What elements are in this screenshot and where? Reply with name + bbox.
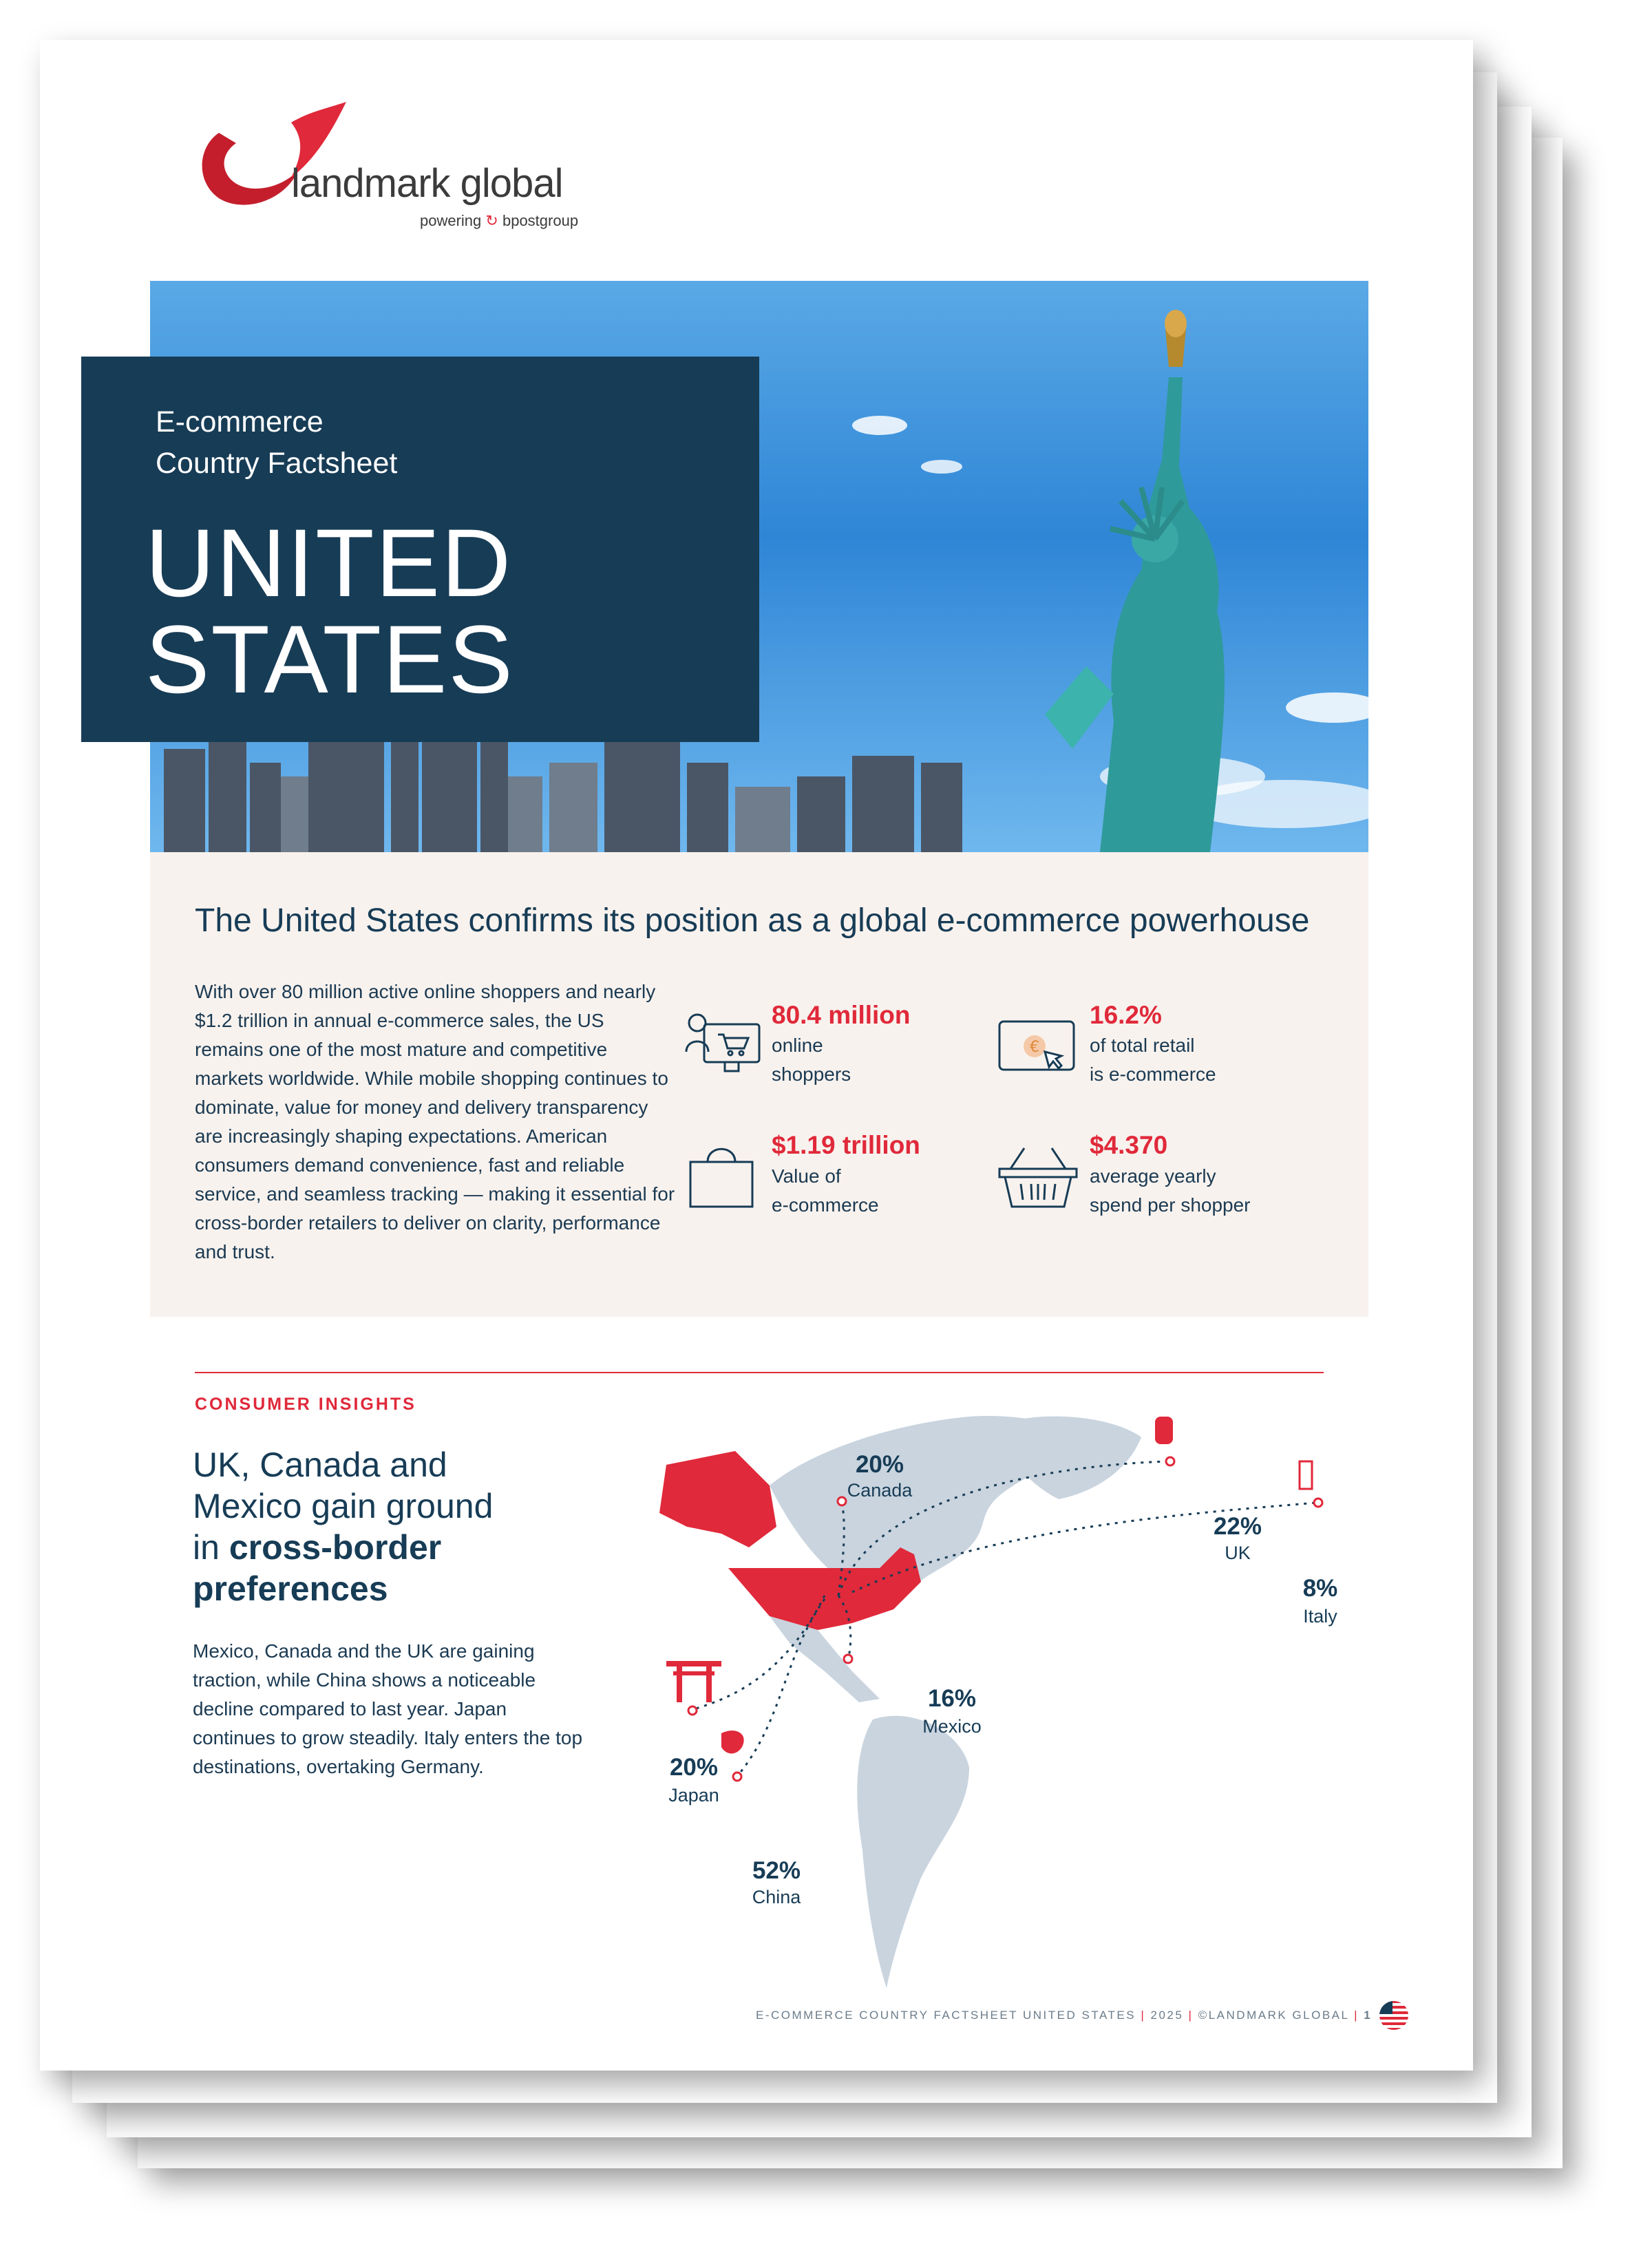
country-title: UNITED STATES: [145, 509, 514, 713]
euro-click-icon: [997, 1017, 1079, 1079]
svg-text:€: €: [1030, 1039, 1039, 1056]
stat-value-avg-spend: $4.370: [1090, 1131, 1168, 1159]
section-label: CONSUMER INSIGHTS: [195, 1395, 416, 1414]
chinese-dragon-icon: [721, 1730, 744, 1753]
stat-label-retail-share: of total retail is e-commerce: [1090, 1035, 1216, 1085]
stat-value-retail-share: 16.2%: [1090, 1001, 1162, 1029]
insights-heading: UK, Canada and Mexico gain ground in cross-border preferences: [193, 1446, 494, 1608]
basket-icon: [997, 1141, 1079, 1210]
intro-heading: The United States confirms its position as a global e-commerce powerhouse: [195, 902, 1310, 939]
dest-name-mexico: Mexico: [922, 1716, 982, 1737]
stat-label-avg-spend: average yearly spend per shopper: [1090, 1165, 1251, 1216]
dest-pct-japan: 20%: [669, 1754, 719, 1781]
shopping-bag-icon: [684, 1141, 759, 1210]
dest-pct-china: 52%: [752, 1857, 801, 1884]
world-map: [646, 1410, 1403, 2009]
brand-name: landmark global: [291, 161, 563, 206]
dest-name-italy: Italy: [1303, 1606, 1337, 1627]
page-footer: E-COMMERCE COUNTRY FACTSHEET UNITED STATES | 2025 | ©LANDMARK GLOBAL | 1: [756, 2009, 1373, 2022]
dest-name-japan: Japan: [668, 1785, 719, 1806]
guard-icon: [1155, 1417, 1173, 1444]
brand-tagline: powering ↻ bpostgroup: [420, 212, 579, 229]
dest-pct-mexico: 16%: [927, 1685, 977, 1712]
us-flag-icon: [1379, 2000, 1409, 2031]
dest-name-uk: UK: [1225, 1543, 1251, 1563]
torii-gate-icon: [666, 1661, 721, 1702]
factsheet-subtitle: E-commerce Country Factsheet: [156, 405, 398, 480]
section-divider: [195, 1372, 1324, 1373]
insights-paragraph: Mexico, Canada and the UK are gaining traction, while China shows a noticeable decline compared to last year. Japan continues to grow steadily. Italy enters the top destinations, overtaking Germany.: [193, 1640, 583, 1777]
dest-pct-italy: 8%: [1302, 1575, 1338, 1602]
factsheet-page: [40, 40, 1473, 2071]
dest-pct-uk: 22%: [1213, 1513, 1262, 1540]
stat-label-shoppers: online shoppers: [772, 1035, 851, 1085]
intro-paragraph: With over 80 million active online shoppers and nearly $1.2 trillion in annual e-commerce sales, the US remains one of the most mature and competitive markets worldwide. While mobile shopping continues to dominate, value for money and delivery transparency are increasingly shaping expectations. American consumers demand convenience, fast and reliable service, and seamless tracking — making it essential for cross-border retailers to deliver on clarity, performance and trust.: [195, 981, 675, 1262]
dest-pct-canada: 20%: [855, 1451, 904, 1478]
dest-name-canada: Canada: [847, 1480, 913, 1501]
online-shopper-icon: [684, 1010, 766, 1079]
pisa-tower-icon: [1300, 1461, 1312, 1489]
stat-value-ecommerce-value: $1.19 trillion: [772, 1131, 920, 1159]
dest-name-china: China: [752, 1887, 801, 1907]
stat-value-shoppers: 80.4 million: [772, 1001, 911, 1029]
stat-label-ecommerce-value: Value of e-commerce: [772, 1165, 879, 1216]
